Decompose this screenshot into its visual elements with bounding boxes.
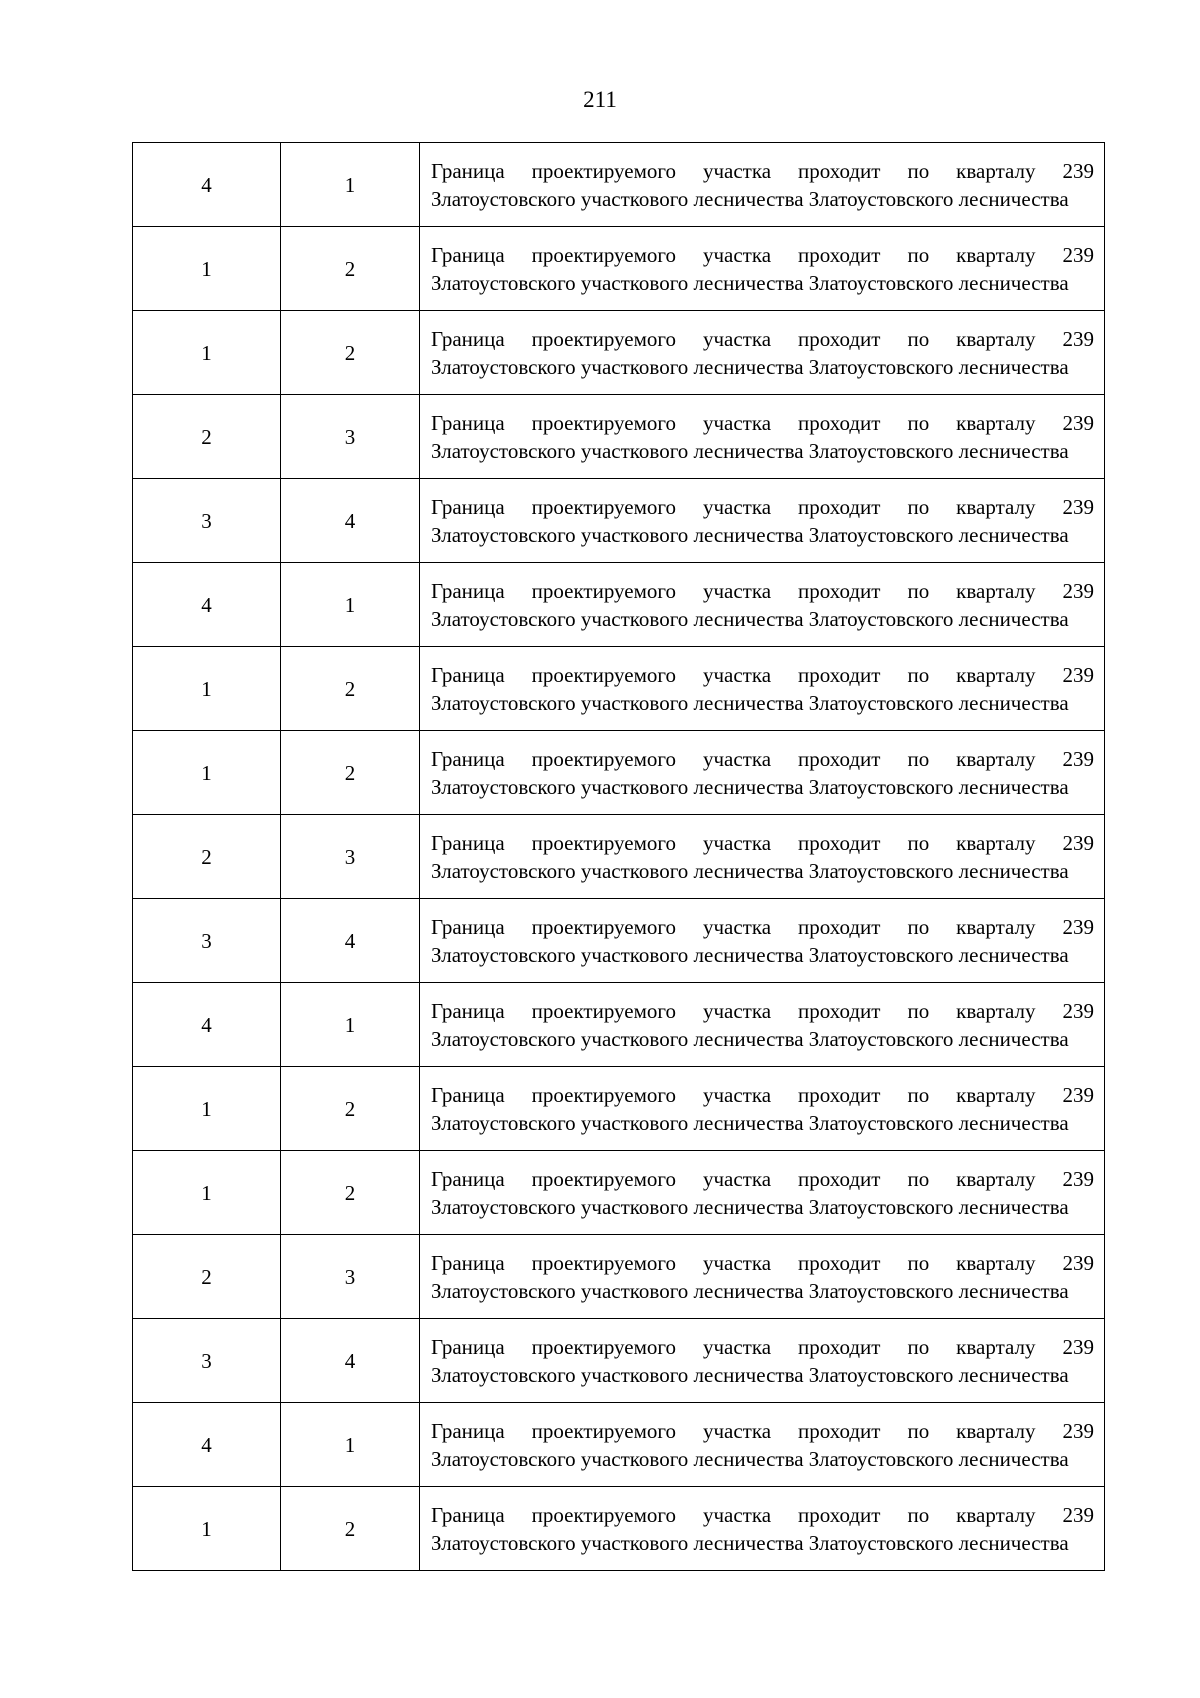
table-row [133,311,1105,395]
point-to-cell: 3 [281,815,420,899]
point-to-cell: 3 [281,395,420,479]
table-row [133,1319,1105,1403]
point-from-cell: 1 [133,1487,281,1571]
table-row [133,983,1105,1067]
table-row [133,1151,1105,1235]
point-to-cell: 2 [281,1487,420,1571]
point-from-cell: 4 [133,143,281,227]
table-row [133,1067,1105,1151]
point-to-cell: 1 [281,563,420,647]
boundary-description-cell: Граница проектируемого участка проходит по кварталу 239 Златоустовского участкового лесничества Златоустовского лесничества [420,479,1105,563]
boundary-description-cell: Граница проектируемого участка проходит по кварталу 239 Златоустовского участкового лесничества Златоустовского лесничества [420,647,1105,731]
point-from-cell: 3 [133,899,281,983]
point-to-cell: 1 [281,983,420,1067]
point-from-cell: 1 [133,647,281,731]
boundary-description-cell: Граница проектируемого участка проходит по кварталу 239 Златоустовского участкового лесничества Златоустовского лесничества [420,983,1105,1067]
table-row [133,563,1105,647]
point-to-cell: 2 [281,731,420,815]
point-to-cell: 2 [281,227,420,311]
point-to-cell: 4 [281,479,420,563]
boundary-description-cell: Граница проектируемого участка проходит по кварталу 239 Златоустовского участкового лесничества Златоустовского лесничества [420,1403,1105,1487]
boundary-table [132,142,1105,1571]
table-row [133,143,1105,227]
point-from-cell: 1 [133,1151,281,1235]
boundary-description-cell: Граница проектируемого участка проходит по кварталу 239 Златоустовского участкового лесничества Златоустовского лесничества [420,1151,1105,1235]
point-to-cell: 1 [281,1403,420,1487]
table-row [133,731,1105,815]
boundary-description-cell: Граница проектируемого участка проходит по кварталу 239 Златоустовского участкового лесничества Златоустовского лесничества [420,899,1105,983]
boundary-description-cell: Граница проектируемого участка проходит по кварталу 239 Златоустовского участкового лесничества Златоустовского лесничества [420,395,1105,479]
point-from-cell: 1 [133,731,281,815]
table-row [133,899,1105,983]
point-to-cell: 2 [281,1067,420,1151]
table-row [133,815,1105,899]
boundary-description-cell: Граница проектируемого участка проходит по кварталу 239 Златоустовского участкового лесничества Златоустовского лесничества [420,1235,1105,1319]
table-row [133,479,1105,563]
point-from-cell: 1 [133,311,281,395]
point-from-cell: 3 [133,479,281,563]
boundary-description-cell: Граница проектируемого участка проходит по кварталу 239 Златоустовского участкового лесничества Златоустовского лесничества [420,1319,1105,1403]
point-to-cell: 1 [281,143,420,227]
boundary-description-cell: Граница проектируемого участка проходит по кварталу 239 Златоустовского участкового лесничества Златоустовского лесничества [420,227,1105,311]
point-from-cell: 2 [133,395,281,479]
table-row [133,647,1105,731]
point-from-cell: 4 [133,1403,281,1487]
boundary-description-cell: Граница проектируемого участка проходит по кварталу 239 Златоустовского участкового лесничества Златоустовского лесничества [420,143,1105,227]
page-number: 211 [583,87,617,112]
point-to-cell: 2 [281,647,420,731]
boundary-description-cell: Граница проектируемого участка проходит по кварталу 239 Златоустовского участкового лесничества Златоустовского лесничества [420,563,1105,647]
boundary-description-cell: Граница проектируемого участка проходит по кварталу 239 Златоустовского участкового лесничества Златоустовского лесничества [420,815,1105,899]
point-to-cell: 3 [281,1235,420,1319]
table-row [133,227,1105,311]
boundary-description-cell: Граница проектируемого участка проходит по кварталу 239 Златоустовского участкового лесничества Златоустовского лесничества [420,731,1105,815]
boundary-description-cell: Граница проектируемого участка проходит по кварталу 239 Златоустовского участкового лесничества Златоустовского лесничества [420,1067,1105,1151]
table-row [133,395,1105,479]
table-row [133,1487,1105,1571]
point-to-cell: 4 [281,899,420,983]
table-body [133,143,1105,1571]
table-row [133,1235,1105,1319]
point-from-cell: 1 [133,227,281,311]
point-from-cell: 4 [133,563,281,647]
boundary-description-cell: Граница проектируемого участка проходит по кварталу 239 Златоустовского участкового лесничества Златоустовского лесничества [420,311,1105,395]
point-from-cell: 2 [133,815,281,899]
point-from-cell: 4 [133,983,281,1067]
point-from-cell: 2 [133,1235,281,1319]
point-to-cell: 2 [281,1151,420,1235]
boundary-description-cell: Граница проектируемого участка проходит по кварталу 239 Златоустовского участкового лесничества Златоустовского лесничества [420,1487,1105,1571]
point-to-cell: 2 [281,311,420,395]
point-from-cell: 1 [133,1067,281,1151]
point-from-cell: 3 [133,1319,281,1403]
table-row [133,1403,1105,1487]
point-to-cell: 4 [281,1319,420,1403]
